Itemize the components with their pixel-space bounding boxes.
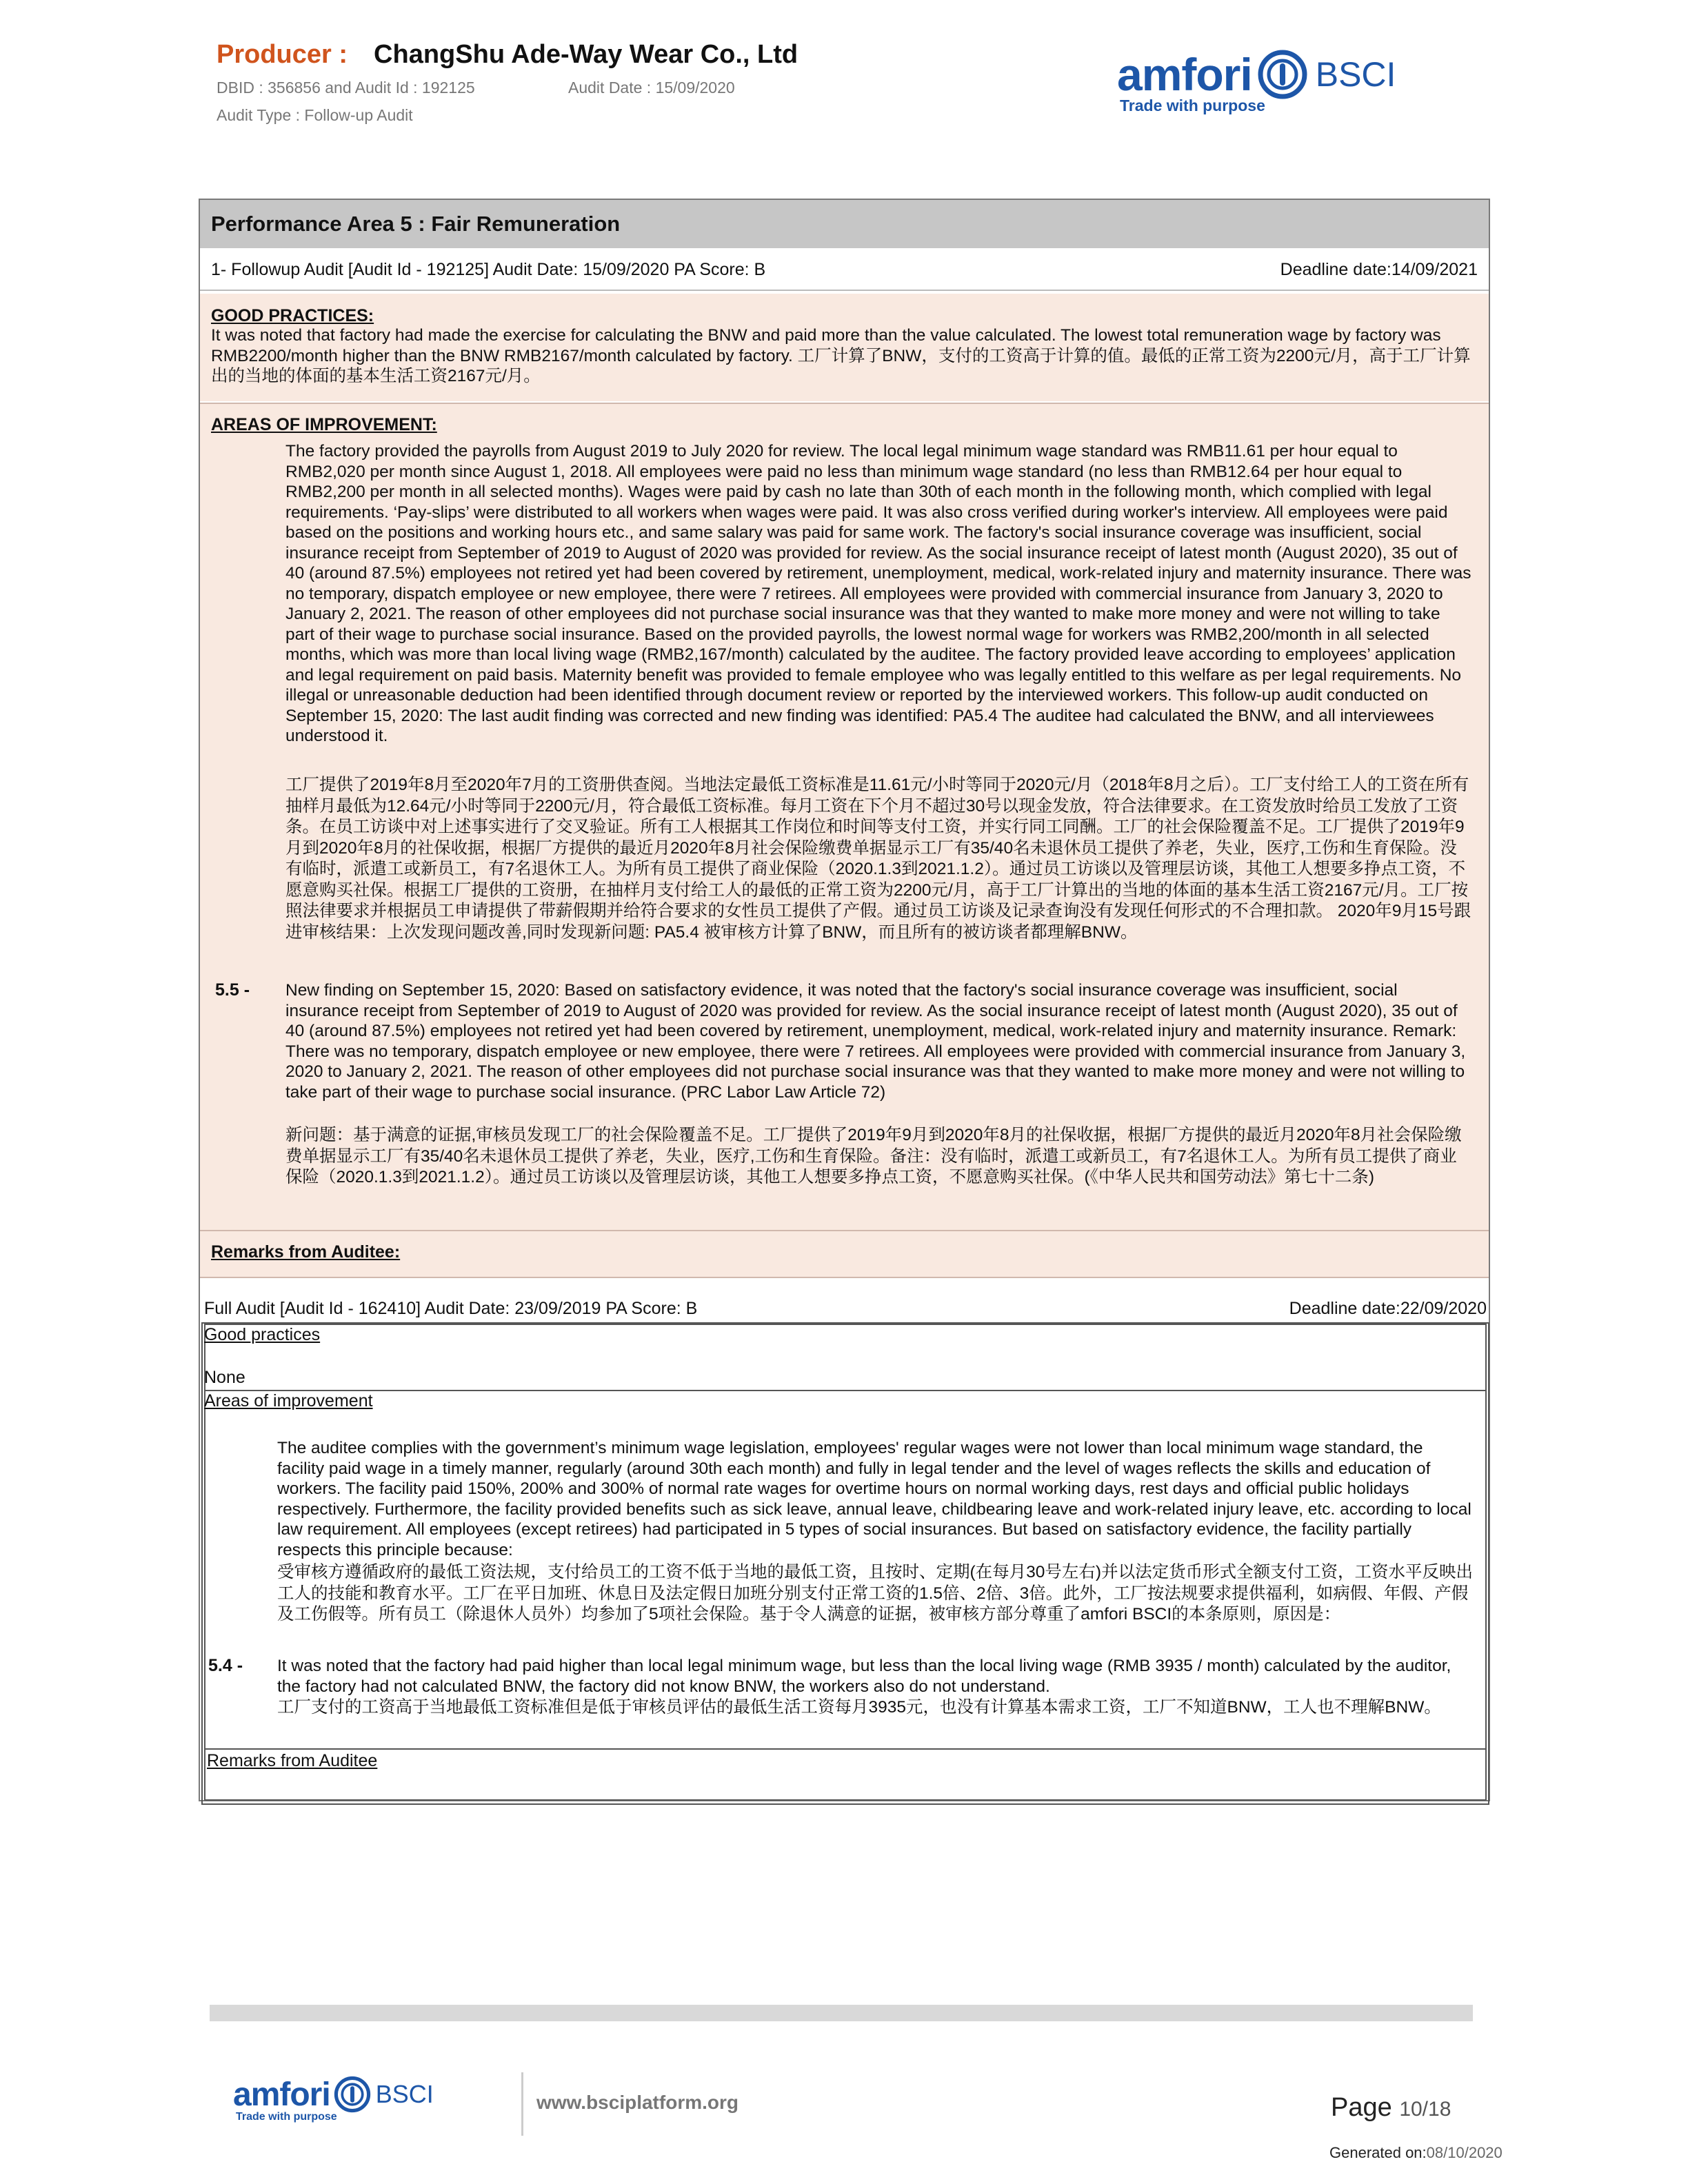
finding-5-5-chinese: 新问题：基于满意的证据,审核员发现工厂的社会保险覆盖不足。工厂提供了2019年9月到2020年8月的社保收据，根据厂方提供的最近月2020年8月社会保险缴费单据显示工厂有35/40名未退休员工提供了养老，失业，医疗,工伤和生育保险。备注：没有临时，派遣工或新员工，有7名退休工人。为所有员工提供了商业保险（2020.1.3到2021.1.2）。通过员工访谈以及管理层访谈，其他工人想要多挣点工资，不愿意购买社保。(《中华人民共和国劳动法》第七十二条) (285, 1126, 1462, 1186)
finding-number-5-5: 5.5 - (215, 980, 250, 1000)
followup-deadline: Deadline date:14/09/2021 (1280, 259, 1478, 279)
full-audit-areas-heading: Areas of improvement (204, 1391, 373, 1410)
page-label: Page (1331, 2093, 1392, 2122)
generated-date: 08/10/2020 (1426, 2144, 1503, 2161)
areas-intro-chinese: 工厂提供了2019年8月至2020年7月的工资册供查阅。当地法定最低工资标准是11.61元/小时等同于2020元/月（2018年8月之后）。工厂支付给工人的工资在所有抽样月最低为12.64元/小时等同于2200元/月，符合最低工资标准。每月工资在下个月不超过30号以现金发放，符合法律要求。在工资发放时给员工发放了工资条。在员工访谈中对上述事实进行了交叉验证。所有工人根据其工作岗位和时间等支付工资，并实行同工同酬。工厂的社会保险覆盖不足。工厂提供了2019年9月到2020年8月的社保收据，根据厂方提供的最近月2020年8月社会保险缴费单据显示工厂有35/40名未退休员工提供了养老，失业，医疗,工伤和生育保险。没有临时，派遣工或新员工，有7名退休工人。为所有员工提供了商业保险（2020.1.3到2021.1.2）。通过员工访谈以及管理层访谈，其他工人想要多挣点工资，不愿意购买社保。根据工厂提供的工资册，在抽样月支付给工人的最低的正常工资为2200元/月，高于工厂计算出的当地的体面的基本生活工资2167元/月。工厂按照法律要求并根据员工申请提供了带薪假期并给符合要求的女性员工提供了产假。通过员工访谈及记录查询没有发现任何形式的不合理扣款。 2020年9月15号跟进审核结果：上次发现问题改善,同时发现新问题: PA5.4 被审核方计算了BNW，而且所有的被访谈者都理解BNW。 (285, 776, 1471, 942)
producer-label: Producer : (217, 40, 348, 69)
remarks-heading: Remarks from Auditee: (211, 1242, 401, 1262)
full-audit-header (204, 1299, 1487, 1319)
footer-divider (521, 2072, 523, 2136)
followup-audit-info: 1- Followup Audit [Audit Id - 192125] Audit Date: 15/09/2020 PA Score: B (211, 259, 766, 279)
generated-on (1329, 2144, 1503, 2162)
producer-line (217, 40, 798, 70)
amfori-ring-icon (1256, 48, 1309, 101)
dbid-line: DBID : 356856 and Audit Id : 192125 (217, 79, 475, 97)
producer-name: ChangShu Ade-Way Wear Co., Ltd (374, 40, 798, 69)
followup-audit-row (200, 250, 1489, 291)
generated-label: Generated on: (1329, 2144, 1427, 2161)
amfori-bsci-logo (1117, 48, 1420, 124)
platform-url[interactable]: www.bsciplatform.org (536, 2092, 738, 2113)
footer-bar (210, 2005, 1473, 2021)
full-audit-good-practices-heading: Good practices (204, 1325, 321, 1344)
full-audit-areas-intro-english: The auditee complies with the government’s minimum wage legislation, employees' regular wages were not lower than local minimum wage standard, the facility paid wage in a timely manner, regularly (around 30th each month) and fully in legal tender and the level of wages reflects the skills and education of workers. The facility paid 150%, 200% and 300% of normal rate wages for overtime hours on normal working days, rest days and official public holidays respectively. Furthermore, the facility provided benefits such as sick leave, annual leave, childbearing leave and work-related injury leave, etc. according to local law requirement. All employees (except retirees) had participated in 5 types of social insurances. But based on satisfactory evidence, the facility partially respects this principle because: (277, 1439, 1471, 1559)
areas-intro-english: The factory provided the payrolls from August 2019 to July 2020 for review. The local legal minimum wage standard was RMB11.61 per hour equal to RMB2,020 per month since August 1, 2018. All employees were paid no less than minimum wage standard (no less than RMB12.64 per hour equal to RMB2,200 per month in all selected months). Wages were paid by cash no late than 30th of each month in the following month, which complied with legal requirements. ‘Pay-slips’ were distributed to all workers when wages were paid. It was also cross verified during worker's interview. All employees were paid based on the positions and working hours etc., and same salary was paid for same work. The factory's social insurance coverage was insufficient, social insurance receipt from September of 2019 to August of 2020 was provided for review. As the social insurance receipt of latest month (August 2020), 35 out of 40 (around 87.5%) employees not retired yet had been covered by retirement, unemployment, medical, work-related injury and maternity insurance. There was no temporary, dispatch employee or new employee, there were 7 retirees. All employees were provided with commercial insurance from January 3, 2020 to January 2, 2021. The reason of other employees did not purchase social insurance was that they wanted to make more money and were not willing to take part of their wage to purchase social insurance. Based on the provided payrolls, the lowest normal wage for workers was RMB2,200/month in all selected months, which was more than local living wage (RMB2,167/month) calculated by the auditee. The factory provided leave according to employees’ application and legal requirement on paid basis. Maternity benefit was provided to female employee who was legally entitled to this welfare as per legal requirements. No illegal or unreasonable deduction had been identified through document review or reported by the interviewed workers. This follow-up audit conducted on September 15, 2020: The last audit finding was corrected and new finding was identified: PA5.4 The auditee had calculated the BNW, and all interviewees understood it. (285, 442, 1471, 745)
logo-bsci: BSCI (1315, 55, 1396, 94)
full-audit-good-practices-value: None (204, 1368, 245, 1387)
finding-5-4-english: It was noted that the factory had paid higher than local legal minimum wage, but less than the local living wage (RMB 3935 / month) calculated by the auditor, the factory had not calculated BNW, the factory did not know BNW, the workers also do not understand. (277, 1657, 1451, 1696)
full-audit-remarks-heading: Remarks from Auditee (207, 1751, 378, 1770)
page-indicator (1331, 2093, 1451, 2123)
footer-amfori-logo (233, 2075, 468, 2137)
full-audit-deadline: Deadline date:22/09/2020 (1289, 1299, 1487, 1318)
logo-word: amfori (1117, 49, 1252, 100)
footer-logo-word: amfori (233, 2076, 330, 2113)
logo-tagline: Trade with purpose (1120, 97, 1265, 114)
finding-5-4-chinese: 工厂支付的工资高于当地最低工资标准但是低于审核员评估的最低生活工资每月3935元，也没有计算基本需求工资，工厂不知道BNW，工人也不理解BNW。 (277, 1698, 1441, 1717)
amfori-ring-icon (333, 2075, 372, 2114)
good-practices-text: It was noted that factory had made the exercise for calculating the BNW and paid more than the value calculated. The lowest total remuneration wage by factory was RMB2200/month higher than the BNW RMB2167/month calculated by factory. 工厂计算了BNW，支付的工资高于计算的值。最低的正常工资为2200元/月，高于工厂计算出的当地的体面的基本生活工资2167元/月。 (211, 326, 1471, 385)
page-number: 10/18 (1399, 2098, 1451, 2121)
finding-number-5-4: 5.4 - (208, 1656, 243, 1675)
audit-date-line: Audit Date : 15/09/2020 (568, 79, 735, 97)
areas-of-improvement-heading: AREAS OF IMPROVEMENT: (211, 415, 437, 434)
good-practices-heading: GOOD PRACTICES: (211, 306, 374, 325)
section-divider (200, 1277, 1489, 1278)
audit-type-line: Audit Type : Follow-up Audit (217, 106, 413, 124)
footer-logo-tagline: Trade with purpose (236, 2111, 337, 2123)
finding-5-5-english: New finding on September 15, 2020: Based on satisfactory evidence, it was noted that the factory's social insurance coverage was insufficient, social insurance receipt from September of 2019 to August of 2020 was provided for review. As the social insurance receipt of latest month (August 2020), 35 out of 40 (around 87.5%) employees not retired yet had been covered by retirement, unemployment, medical, work-related injury and maternity insurance. Remark: There was no temporary, dispatch employee or new employee, there were 7 retirees. All employees were provided with commercial insurance from January 3, 2020 to January 2, 2021. The reason of other employees did not purchase social insurance was that they wanted to make more money and were not willing to take part of their wage to purchase social insurance. (PRC Labor Law Article 72) (285, 981, 1466, 1102)
full-audit-areas-intro-chinese: 受审核方遵循政府的最低工资法规，支付给员工的工资不低于当地的最低工资，且按时、定期(在每月30号左右)并以法定货币形式全额支付工资，工资水平反映出工人的技能和教育水平。工厂在平日加班、休息日及法定假日加班分别支付正常工资的1.5倍、2倍、3倍。此外，工厂按法规要求提供福利，如病假、年假、产假及工伤假等。所有员工（除退休人员外）均参加了5项社会保险。基于令人满意的证据，被审核方部分尊重了amfori BSCI的本条原则，原因是： (277, 1563, 1474, 1624)
footer-logo-bsci: BSCI (375, 2080, 434, 2108)
full-audit-info: Full Audit [Audit Id - 162410] Audit Date: 23/09/2019 PA Score: B (204, 1299, 698, 1318)
full-audit-good-practices-box (204, 1324, 1487, 1391)
performance-area-title: Performance Area 5 : Fair Remuneration (200, 200, 1489, 248)
full-audit-remarks-box (204, 1748, 1487, 1801)
